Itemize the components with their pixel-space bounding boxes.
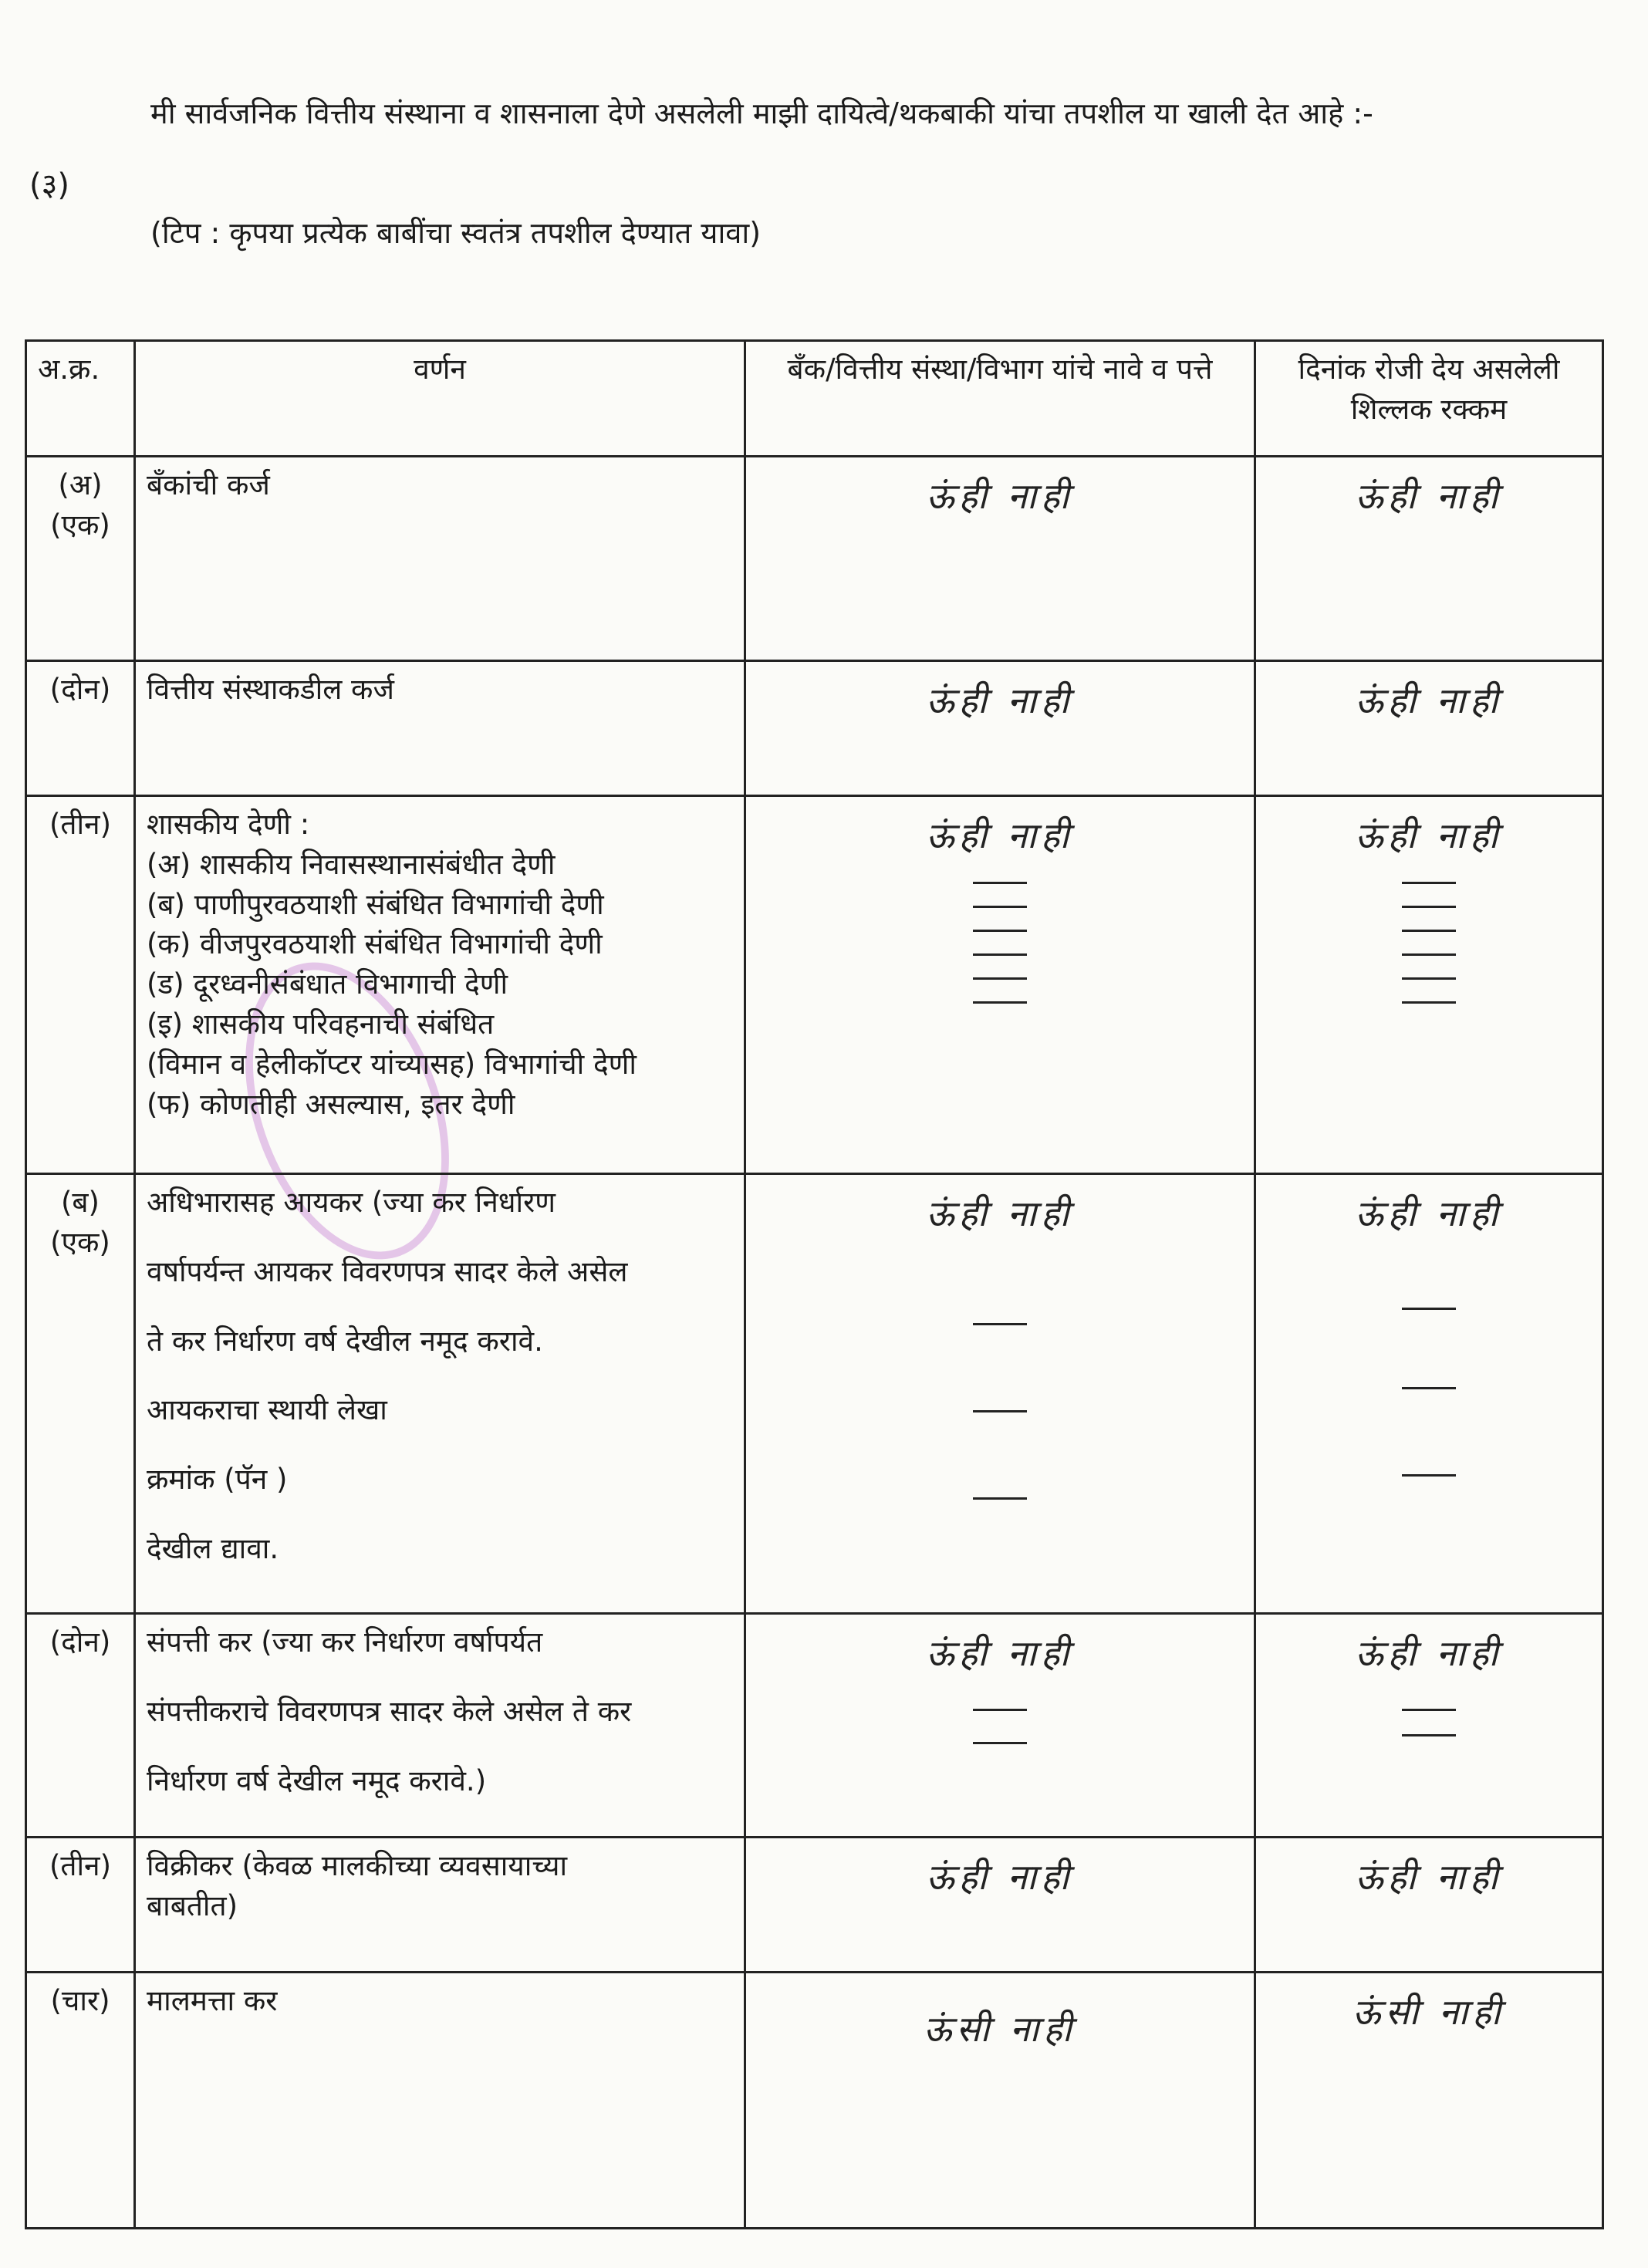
- description-line: (क) वीजपुरवठयाशी संबंधित विभागांची देणी: [147, 927, 603, 961]
- dash-mark: [973, 1410, 1027, 1412]
- dash-mark: [973, 953, 1027, 956]
- description-line: (विमान व हेलीकॉप्टर यांच्यासह) विभागांची देणी: [147, 1047, 637, 1081]
- handwritten-entry: ऊंही नाही: [926, 815, 1074, 856]
- dash-mark: [1402, 1308, 1456, 1310]
- table-row: [26, 661, 1603, 796]
- row-description: [135, 457, 745, 661]
- note-text: (टिप : कृपया प्रत्येक बाबींचा स्वतंत्र तपशील देण्यात यावा): [150, 216, 762, 250]
- amount-cell: [1255, 1838, 1603, 1973]
- liabilities-table: [25, 339, 1604, 2229]
- row-sr: (तीन): [26, 1838, 135, 1973]
- table-row: [26, 457, 1603, 661]
- dash-mark: [1402, 1387, 1456, 1389]
- table-row: [26, 796, 1603, 1174]
- dash-mark: [973, 977, 1027, 980]
- description-line: (ब) पाणीपुरवठयाशी संबंधित विभागांची देणी: [147, 887, 604, 921]
- handwritten-entry: ऊंही नाही: [1355, 475, 1503, 517]
- dash-mark: [1402, 1474, 1456, 1477]
- dash-mark: [973, 1001, 1027, 1004]
- handwritten-entry: ऊंही नाही: [926, 1856, 1074, 1898]
- description-line: वर्षापर्यन्त आयकर विवरणपत्र सादर केले असेल: [147, 1254, 628, 1288]
- description-line: मालमत्ता कर: [147, 1984, 278, 2017]
- description-line: (ड) दूरध्वनीसंबंधात विभागाची देणी: [147, 967, 508, 1001]
- header-amount: दिनांक रोजी देय असलेली शिल्लक रक्कम: [1255, 341, 1603, 457]
- bank-cell: [745, 1838, 1255, 1973]
- dash-mark: [1402, 977, 1456, 980]
- description-line: बाबतीत): [147, 1888, 238, 1922]
- handwritten-entry: ऊंही नाही: [1355, 815, 1503, 856]
- handwritten-entry: ऊंही नाही: [926, 1632, 1074, 1674]
- dash-mark: [973, 930, 1027, 932]
- dash-mark: [973, 1742, 1027, 1744]
- handwritten-entry: ऊंही नाही: [1355, 680, 1503, 721]
- amount-cell: [1255, 1174, 1603, 1614]
- handwritten-entry: ऊंसी नाही: [924, 2008, 1076, 2050]
- handwritten-entry: ऊंही नाही: [1355, 1856, 1503, 1898]
- row-sr: (दोन): [26, 661, 135, 796]
- bank-cell: [745, 457, 1255, 661]
- dash-mark: [973, 882, 1027, 884]
- description-line: संपत्तीकराचे विवरणपत्र सादर केले असेल ते कर: [147, 1694, 632, 1728]
- handwritten-entry: ऊंही नाही: [926, 475, 1074, 517]
- dash-mark: [1402, 1001, 1456, 1004]
- statement-text: मी सार्वजनिक वित्तीय संस्थाना व शासनाला देणे असलेली माझी दायित्वे/थकबाकी यांचा तपशील या खाली देत आहे :-: [150, 96, 1373, 130]
- row-sr: (अ) (एक): [26, 457, 135, 661]
- header-description: वर्णन: [135, 341, 745, 457]
- dash-mark: [973, 1709, 1027, 1711]
- dash-mark: [1402, 930, 1456, 932]
- amount-cell: [1255, 661, 1603, 796]
- bank-cell: [745, 661, 1255, 796]
- item-number: (३): [29, 167, 70, 203]
- bank-cell: [745, 796, 1255, 1174]
- header-bank: बँक/वित्तीय संस्था/विभाग यांचे नावे व पत्ते: [745, 341, 1255, 457]
- row-description: [135, 1838, 745, 1973]
- description-line: देखील द्यावा.: [147, 1531, 279, 1565]
- description-line: (अ) शासकीय निवासस्थानासंबंधीत देणी: [147, 847, 556, 881]
- dash-mark: [1402, 1734, 1456, 1736]
- row-description: [135, 1174, 745, 1614]
- handwritten-entry: ऊंसी नाही: [1353, 1991, 1505, 2033]
- table-row: [26, 1973, 1603, 2229]
- dash-mark: [1402, 906, 1456, 908]
- amount-cell: [1255, 457, 1603, 661]
- header-sr: अ.क्र.: [26, 341, 135, 457]
- description-line: विक्रीकर (केवळ मालकीच्या व्यवसायाच्या: [147, 1849, 568, 1882]
- table-row: [26, 1174, 1603, 1614]
- dash-mark: [1402, 1709, 1456, 1711]
- row-sr: (ब) (एक): [26, 1174, 135, 1614]
- dash-mark: [973, 1323, 1027, 1325]
- bank-cell: [745, 1614, 1255, 1838]
- handwritten-entry: ऊंही नाही: [1355, 1632, 1503, 1674]
- bank-cell: [745, 1973, 1255, 2229]
- table-header-row: [26, 341, 1603, 457]
- row-description: [135, 796, 745, 1174]
- row-description: [135, 1614, 745, 1838]
- description-line: ते कर निर्धारण वर्ष देखील नमूद करावे.: [147, 1324, 543, 1358]
- dash-mark: [973, 1497, 1027, 1500]
- row-sr: (दोन): [26, 1614, 135, 1838]
- bank-cell: [745, 1174, 1255, 1614]
- row-sr: (चार): [26, 1973, 135, 2229]
- amount-cell: [1255, 796, 1603, 1174]
- description-line: शासकीय देणी :: [147, 808, 310, 841]
- description-line: संपत्ती कर (ज्या कर निर्धारण वर्षापर्यत: [147, 1625, 543, 1659]
- handwritten-entry: ऊंही नाही: [926, 1193, 1074, 1234]
- table-row: [26, 1614, 1603, 1838]
- description-line: (इ) शासकीय परिवहनाची संबंधित: [147, 1007, 495, 1041]
- amount-cell: [1255, 1614, 1603, 1838]
- description-line: आयकराचा स्थायी लेखा: [147, 1393, 387, 1427]
- row-description: [135, 1973, 745, 2229]
- description-line: बँकांची कर्ज: [147, 468, 270, 501]
- table-row: [26, 1838, 1603, 1973]
- dash-mark: [1402, 953, 1456, 956]
- dash-mark: [1402, 882, 1456, 884]
- dash-mark: [973, 906, 1027, 908]
- description-line: निर्धारण वर्ष देखील नमूद करावे.): [147, 1763, 487, 1797]
- amount-cell: [1255, 1973, 1603, 2229]
- row-sr: (तीन): [26, 796, 135, 1174]
- description-line: अधिभारासह आयकर (ज्या कर निर्धारण: [147, 1186, 556, 1219]
- handwritten-entry: ऊंही नाही: [1355, 1193, 1503, 1234]
- description-line: (फ) कोणतीही असल्यास, इतर देणी: [147, 1087, 515, 1121]
- description-line: वित्तीय संस्थाकडील कर्ज: [147, 673, 394, 706]
- description-line: क्रमांक (पॅन ): [147, 1463, 288, 1497]
- handwritten-entry: ऊंही नाही: [926, 680, 1074, 721]
- row-description: [135, 661, 745, 796]
